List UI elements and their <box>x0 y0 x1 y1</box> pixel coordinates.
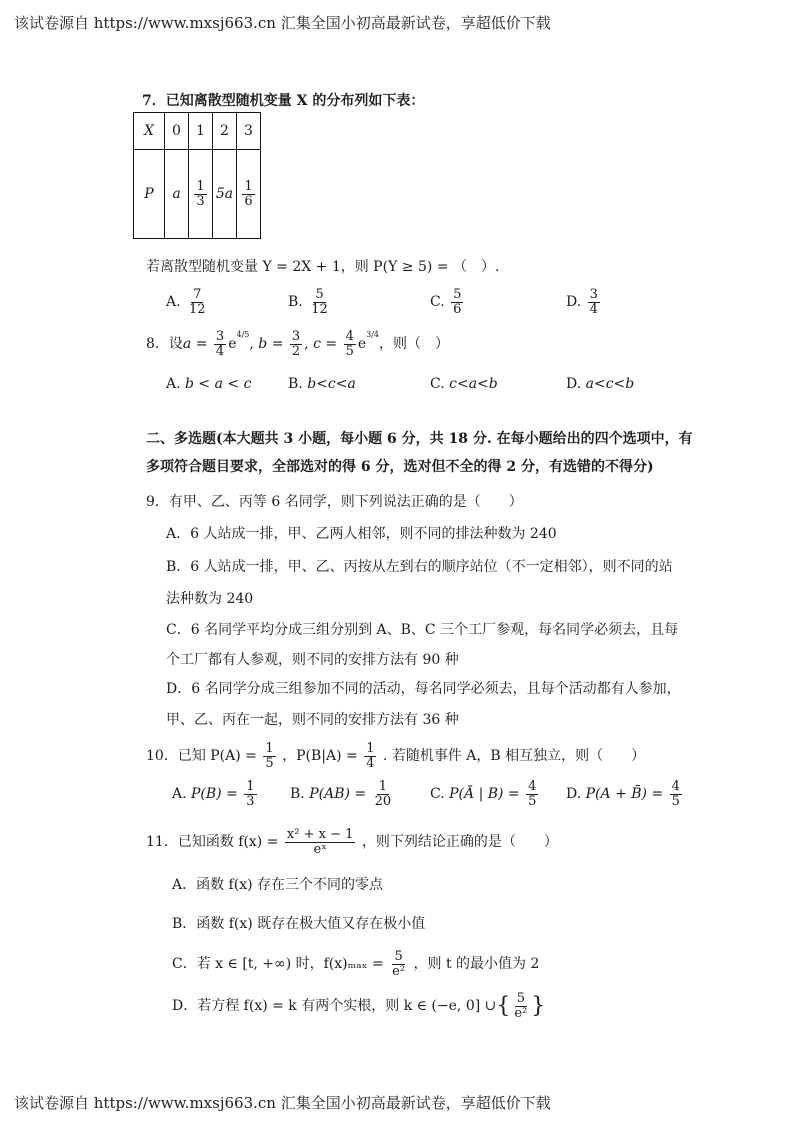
q9-option-c-line1: C．6 名同学平均分成三组分别到 A、B、C 三个工厂参观，每名同学必须去，且每 <box>166 622 679 638</box>
table-cell: 3 <box>237 113 261 150</box>
q10-option-d: D. P(A + B̄) = $\frac{4}{5}$ <box>566 779 680 809</box>
q11-stem: 11．已知函数 f(x) = $\frac{\text{x² + x − 1}}{\text{eˣ}}$ ，则下列结论正确的是（ ） <box>146 827 558 857</box>
q9-option-b-line1: B．6 人站成一排，甲、乙、丙按从左到右的顺序站位（不一定相邻），则不同的站 <box>166 559 673 575</box>
q10-option-c: C. P(Ā | B) = $\frac{4}{5}$ <box>430 779 537 809</box>
q11-option-c: C．若 x ∈ [t, +∞) 时，f(x)ₘₐₓ = $\frac{5}{\text{e²}}$ ，则 t 的最小值为 2 <box>172 949 540 979</box>
table-cell: 5a <box>213 150 237 239</box>
watermark-top: 该试卷源自 https://www.mxsj663.cn 汇集全国小初高最新试卷，享超低价下载 <box>14 14 551 32</box>
q7-stem: 7．已知离散型随机变量 X 的分布列如下表： <box>142 93 425 109</box>
q9-option-a: A．6 人站成一排，甲、乙两人相邻，则不同的排法种数为 240 <box>166 526 557 542</box>
section2-line2: 多项符合题目要求，全部选对的得 6 分，选对但不全的得 2 分，有选错的不得分) <box>146 459 654 475</box>
q8-option-b: B. b<c<a <box>288 376 356 392</box>
q7-followup: 若离散型随机变量 Y = 2X + 1，则 P(Y ≥ 5) = （ ）. <box>146 259 500 275</box>
table-cell: 2 <box>213 113 237 150</box>
q9-option-c-line2: 个工厂都有人参观，则不同的安排方法有 90 种 <box>166 652 459 668</box>
q10-option-a: A. P(B) = $\frac{1}{3}$ <box>172 779 255 809</box>
q7-option-a: A. $\frac{7}{12}$ <box>166 287 206 317</box>
q9-option-d-line1: D．6 名同学分成三组参加不同的活动，每名同学必须去，且每个活动都有人参加， <box>166 681 681 697</box>
section2-line1: 二、多选题(本大题共 3 小题，每小题 6 分，共 18 分. 在每小题给出的四个选项中，有 <box>146 431 693 447</box>
q11-option-b: B．函数 f(x) 既存在极大值又存在极小值 <box>172 916 426 932</box>
q7-option-d: D. $\frac{3}{4}$ <box>566 287 598 317</box>
table-cell: 1 <box>189 113 213 150</box>
table-cell-fraction: $\frac{1}{3}$ <box>189 150 213 239</box>
q10-stem: 10．已知 P(A) = $\frac{1}{5}$ ，P(B|A) = $\frac{1}{4}$ . 若随机事件 A，B 相互独立，则（ ） <box>146 741 646 771</box>
q9-stem: 9．有甲、乙、丙等 6 名同学，则下列说法正确的是（ ） <box>146 494 523 510</box>
distribution-table <box>133 112 261 239</box>
q11-option-a: A．函数 f(x) 存在三个不同的零点 <box>172 877 384 893</box>
q8-stem: 8．设a = $\frac{3}{4}$ $e^{4/5}$, b = $\frac{3}{2}$ , c = $\frac{4}{5}$ $e^{3/4}$，则（ ） <box>146 329 450 359</box>
table-header-x: X <box>134 113 165 150</box>
q8-option-c: C. c<a<b <box>430 376 498 392</box>
table-cell-fraction: $\frac{1}{6}$ <box>237 150 261 239</box>
q11-option-d: D．若方程 f(x) = k 有两个实根，则 k ∈ (−e, 0] ∪{ $\frac{5}{\text{e²}}$ } <box>172 991 546 1021</box>
q9-option-b-line2: 法种数为 240 <box>166 591 254 607</box>
table-cell: a <box>165 150 189 239</box>
q8-option-d: D. a<c<b <box>566 376 635 392</box>
q10-option-b: B. P(AB) = $\frac{1}{20}$ <box>290 779 392 809</box>
q7-option-b: B. $\frac{5}{12}$ <box>288 287 328 317</box>
q8-option-a: A. b < a < c <box>166 376 252 392</box>
q9-option-d-line2: 甲、乙、丙在一起，则不同的安排方法有 36 种 <box>166 712 459 728</box>
table-header-p: P <box>134 150 165 239</box>
table-cell: 0 <box>165 113 189 150</box>
q7-option-c: C. $\frac{5}{6}$ <box>430 287 462 317</box>
watermark-bottom: 该试卷源自 https://www.mxsj663.cn 汇集全国小初高最新试卷，享超低价下载 <box>14 1094 551 1112</box>
